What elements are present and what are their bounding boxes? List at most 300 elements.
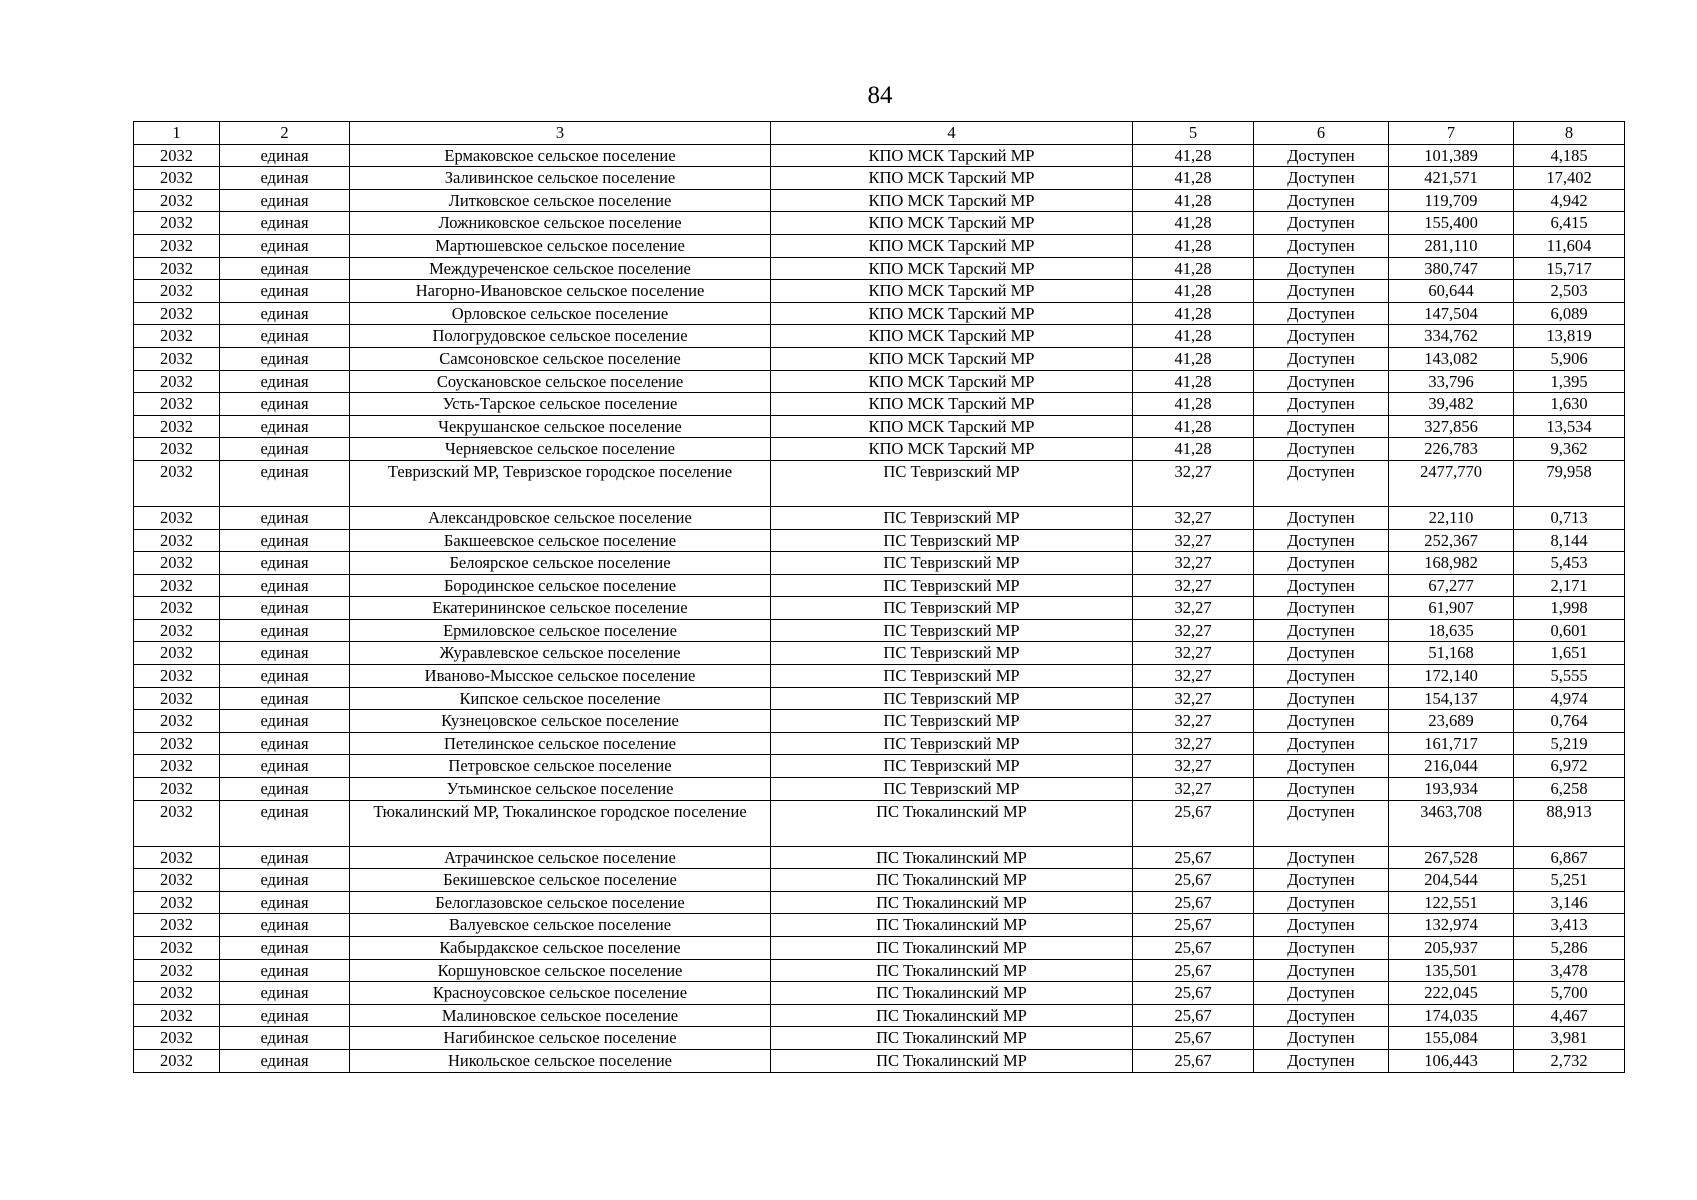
table-cell: 5,453 <box>1514 552 1625 575</box>
table-cell: 4,185 <box>1514 144 1625 167</box>
table-cell: единая <box>220 982 350 1005</box>
table-cell: единая <box>220 1004 350 1027</box>
table-cell: 39,482 <box>1389 393 1514 416</box>
table-cell: 2032 <box>134 302 220 325</box>
table-cell: Атрачинское сельское поселение <box>350 846 771 869</box>
table-cell: 41,28 <box>1133 393 1254 416</box>
table-cell: единая <box>220 506 350 529</box>
table-cell: 2032 <box>134 1027 220 1050</box>
table-cell: Доступен <box>1254 574 1389 597</box>
table-row <box>134 665 1625 688</box>
table-cell: ПС Тюкалинский МР <box>771 846 1133 869</box>
table-cell: ПС Тевризский МР <box>771 687 1133 710</box>
table-row <box>134 189 1625 212</box>
table-cell: Доступен <box>1254 552 1389 575</box>
table-header-row <box>134 122 1625 145</box>
table-cell: 32,27 <box>1133 778 1254 801</box>
table-cell: единая <box>220 1027 350 1050</box>
page-number: 84 <box>867 82 893 109</box>
table-row <box>134 1027 1625 1050</box>
table-cell: Доступен <box>1254 234 1389 257</box>
table-cell: 2032 <box>134 891 220 914</box>
table-cell: 2032 <box>134 869 220 892</box>
column-header: 3 <box>350 122 771 145</box>
table-cell: 6,089 <box>1514 302 1625 325</box>
table-row <box>134 755 1625 778</box>
table-cell: единая <box>220 869 350 892</box>
table-row <box>134 212 1625 235</box>
table-cell: 41,28 <box>1133 347 1254 370</box>
table-row <box>134 959 1625 982</box>
table-cell: 41,28 <box>1133 370 1254 393</box>
table-cell: Доступен <box>1254 710 1389 733</box>
table-cell: 334,762 <box>1389 325 1514 348</box>
table-cell: Валуевское сельское поселение <box>350 914 771 937</box>
table-row <box>134 347 1625 370</box>
table-cell: 119,709 <box>1389 189 1514 212</box>
column-header: 7 <box>1389 122 1514 145</box>
table-cell: 2032 <box>134 144 220 167</box>
table-cell: 18,635 <box>1389 619 1514 642</box>
table-cell: 32,27 <box>1133 552 1254 575</box>
table-cell: КПО МСК Тарский МР <box>771 325 1133 348</box>
table-row <box>134 460 1625 506</box>
table-cell: 2032 <box>134 778 220 801</box>
table-cell: Доступен <box>1254 1027 1389 1050</box>
table-cell: единая <box>220 212 350 235</box>
table-cell: 2032 <box>134 732 220 755</box>
table-cell: 13,819 <box>1514 325 1625 348</box>
table-row <box>134 257 1625 280</box>
table-cell: Петровское сельское поселение <box>350 755 771 778</box>
table-cell: 2032 <box>134 597 220 620</box>
table-cell: 2032 <box>134 280 220 303</box>
table-cell: 6,972 <box>1514 755 1625 778</box>
table-cell: единая <box>220 710 350 733</box>
table-cell: 3463,708 <box>1389 800 1514 846</box>
table-cell: Екатерининское сельское поселение <box>350 597 771 620</box>
table-cell: КПО МСК Тарский МР <box>771 167 1133 190</box>
table-cell: Александровское сельское поселение <box>350 506 771 529</box>
table-cell: 2032 <box>134 959 220 982</box>
table-cell: КПО МСК Тарский МР <box>771 189 1133 212</box>
table-cell: единая <box>220 347 350 370</box>
table-cell: 3,413 <box>1514 914 1625 937</box>
table-cell: 2032 <box>134 415 220 438</box>
table-cell: Междуреченское сельское поселение <box>350 257 771 280</box>
table-cell: 2032 <box>134 846 220 869</box>
table-row <box>134 937 1625 960</box>
table-cell: единая <box>220 438 350 461</box>
table-row <box>134 891 1625 914</box>
table-cell: Доступен <box>1254 778 1389 801</box>
table-cell: 41,28 <box>1133 257 1254 280</box>
table-cell: ПС Тевризский МР <box>771 710 1133 733</box>
table-cell: Доступен <box>1254 506 1389 529</box>
table-cell: 2,732 <box>1514 1049 1625 1072</box>
table-cell: 216,044 <box>1389 755 1514 778</box>
table-cell: 41,28 <box>1133 144 1254 167</box>
table-cell: Нагибинское сельское поселение <box>350 1027 771 1050</box>
table-cell: 155,084 <box>1389 1027 1514 1050</box>
table-cell: Тевризский МР, Тевризское городское поселение <box>350 460 771 506</box>
table-cell: ПС Тюкалинский МР <box>771 891 1133 914</box>
table-row <box>134 325 1625 348</box>
table-cell: единая <box>220 460 350 506</box>
column-header: 5 <box>1133 122 1254 145</box>
table-row <box>134 846 1625 869</box>
table-cell: 25,67 <box>1133 959 1254 982</box>
table-cell: Орловское сельское поселение <box>350 302 771 325</box>
table-cell: КПО МСК Тарский МР <box>771 280 1133 303</box>
table-cell: ПС Тевризский МР <box>771 552 1133 575</box>
table-cell: 205,937 <box>1389 937 1514 960</box>
table-cell: 122,551 <box>1389 891 1514 914</box>
table-cell: 88,913 <box>1514 800 1625 846</box>
table-cell: 2032 <box>134 982 220 1005</box>
table-cell: Белоярское сельское поселение <box>350 552 771 575</box>
table-cell: 4,974 <box>1514 687 1625 710</box>
table-row <box>134 732 1625 755</box>
table-cell: Утьминское сельское поселение <box>350 778 771 801</box>
table-cell: 32,27 <box>1133 460 1254 506</box>
table-cell: КПО МСК Тарский МР <box>771 438 1133 461</box>
table-cell: единая <box>220 234 350 257</box>
table-cell: Доступен <box>1254 257 1389 280</box>
table-cell: Пологрудовское сельское поселение <box>350 325 771 348</box>
table-cell: ПС Тюкалинский МР <box>771 1027 1133 1050</box>
table-cell: Кабырдакское сельское поселение <box>350 937 771 960</box>
table-cell: Доступен <box>1254 393 1389 416</box>
table-cell: ПС Тевризский МР <box>771 665 1133 688</box>
table-cell: Доступен <box>1254 846 1389 869</box>
table-cell: Доступен <box>1254 144 1389 167</box>
table-cell: 41,28 <box>1133 212 1254 235</box>
table-cell: Доступен <box>1254 937 1389 960</box>
table-cell: 2032 <box>134 325 220 348</box>
table-cell: единая <box>220 959 350 982</box>
table-cell: Доступен <box>1254 529 1389 552</box>
table-row <box>134 302 1625 325</box>
table-cell: ПС Тюкалинский МР <box>771 914 1133 937</box>
table-cell: Доступен <box>1254 869 1389 892</box>
table-cell: 3,478 <box>1514 959 1625 982</box>
table-cell: 0,764 <box>1514 710 1625 733</box>
table-cell: 25,67 <box>1133 914 1254 937</box>
table-cell: Доступен <box>1254 280 1389 303</box>
table-cell: Доступен <box>1254 167 1389 190</box>
table-cell: Доступен <box>1254 642 1389 665</box>
table-cell: ПС Тюкалинский МР <box>771 1004 1133 1027</box>
table-cell: 5,555 <box>1514 665 1625 688</box>
table-row <box>134 800 1625 846</box>
table-cell: 2032 <box>134 257 220 280</box>
table-cell: единая <box>220 552 350 575</box>
table-row <box>134 914 1625 937</box>
table-cell: единая <box>220 415 350 438</box>
column-header: 8 <box>1514 122 1625 145</box>
table-cell: 32,27 <box>1133 506 1254 529</box>
table-row <box>134 167 1625 190</box>
table-cell: 2032 <box>134 167 220 190</box>
table-cell: единая <box>220 189 350 212</box>
table-row <box>134 642 1625 665</box>
table-cell: 2032 <box>134 506 220 529</box>
table-cell: Доступен <box>1254 755 1389 778</box>
table-row <box>134 778 1625 801</box>
table-cell: 2032 <box>134 800 220 846</box>
table-cell: 2032 <box>134 347 220 370</box>
table-cell: Черняевское сельское поселение <box>350 438 771 461</box>
table-cell: Доступен <box>1254 438 1389 461</box>
table-cell: ПС Тевризский МР <box>771 574 1133 597</box>
table-cell: КПО МСК Тарский МР <box>771 234 1133 257</box>
table-cell: ПС Тевризский МР <box>771 642 1133 665</box>
table-cell: Доступен <box>1254 370 1389 393</box>
table-cell: 0,601 <box>1514 619 1625 642</box>
table-cell: ПС Тюкалинский МР <box>771 937 1133 960</box>
table-cell: 5,251 <box>1514 869 1625 892</box>
table-cell: 51,168 <box>1389 642 1514 665</box>
table-cell: 25,67 <box>1133 1027 1254 1050</box>
table-cell: единая <box>220 665 350 688</box>
table-cell: 15,717 <box>1514 257 1625 280</box>
table-cell: Доступен <box>1254 212 1389 235</box>
table-cell: Бородинское сельское поселение <box>350 574 771 597</box>
table-cell: КПО МСК Тарский МР <box>771 257 1133 280</box>
table-cell: единая <box>220 891 350 914</box>
table-cell: 2032 <box>134 755 220 778</box>
table-cell: Доступен <box>1254 597 1389 620</box>
table-cell: 32,27 <box>1133 597 1254 620</box>
table-cell: Доступен <box>1254 1004 1389 1027</box>
table-cell: КПО МСК Тарский МР <box>771 370 1133 393</box>
table-cell: единая <box>220 800 350 846</box>
table-cell: 32,27 <box>1133 710 1254 733</box>
table-cell: 5,906 <box>1514 347 1625 370</box>
table-row <box>134 552 1625 575</box>
table-cell: Журавлевское сельское поселение <box>350 642 771 665</box>
column-header: 6 <box>1254 122 1389 145</box>
table-cell: 132,974 <box>1389 914 1514 937</box>
table-cell: 143,082 <box>1389 347 1514 370</box>
table-cell: 252,367 <box>1389 529 1514 552</box>
table-row <box>134 869 1625 892</box>
data-table <box>133 121 1625 1073</box>
table-cell: ПС Тевризский МР <box>771 755 1133 778</box>
table-cell: 6,867 <box>1514 846 1625 869</box>
table-cell: Усть-Тарское сельское поселение <box>350 393 771 416</box>
table-cell: 2032 <box>134 370 220 393</box>
table-row <box>134 574 1625 597</box>
table-row <box>134 1049 1625 1072</box>
column-header: 4 <box>771 122 1133 145</box>
table-cell: ПС Тевризский МР <box>771 529 1133 552</box>
table-cell: 9,362 <box>1514 438 1625 461</box>
table-cell: единая <box>220 144 350 167</box>
table-cell: ПС Тюкалинский МР <box>771 1049 1133 1072</box>
table-cell: 5,219 <box>1514 732 1625 755</box>
table-cell: 2032 <box>134 1004 220 1027</box>
column-header: 2 <box>220 122 350 145</box>
table-cell: 41,28 <box>1133 438 1254 461</box>
table-cell: Нагорно-Ивановское сельское поселение <box>350 280 771 303</box>
table-cell: 25,67 <box>1133 800 1254 846</box>
table-cell: 25,67 <box>1133 869 1254 892</box>
table-cell: ПС Тевризский МР <box>771 619 1133 642</box>
table-cell: Тюкалинский МР, Тюкалинское городское поселение <box>350 800 771 846</box>
table-cell: КПО МСК Тарский МР <box>771 347 1133 370</box>
table-cell: единая <box>220 280 350 303</box>
table-cell: 41,28 <box>1133 167 1254 190</box>
table-cell: 32,27 <box>1133 755 1254 778</box>
table-cell: 25,67 <box>1133 1049 1254 1072</box>
table-cell: 147,504 <box>1389 302 1514 325</box>
table-cell: Ермиловское сельское поселение <box>350 619 771 642</box>
table-cell: 327,856 <box>1389 415 1514 438</box>
table-row <box>134 982 1625 1005</box>
table-cell: 2032 <box>134 574 220 597</box>
table-cell: 2032 <box>134 914 220 937</box>
table-cell: Доступен <box>1254 891 1389 914</box>
table-cell: 3,146 <box>1514 891 1625 914</box>
table-cell: 1,395 <box>1514 370 1625 393</box>
table-cell: 67,277 <box>1389 574 1514 597</box>
table-row <box>134 234 1625 257</box>
table-cell: 1,651 <box>1514 642 1625 665</box>
table-cell: 2032 <box>134 687 220 710</box>
table-body <box>134 122 1625 1073</box>
table-cell: ПС Тюкалинский МР <box>771 959 1133 982</box>
table-cell: 32,27 <box>1133 665 1254 688</box>
table-cell: ПС Тюкалинский МР <box>771 869 1133 892</box>
table-cell: Бекишевское сельское поселение <box>350 869 771 892</box>
table-cell: 79,958 <box>1514 460 1625 506</box>
table-cell: 421,571 <box>1389 167 1514 190</box>
table-cell: 2032 <box>134 710 220 733</box>
table-cell: 4,467 <box>1514 1004 1625 1027</box>
table-cell: ПС Тевризский МР <box>771 778 1133 801</box>
table-cell: 267,528 <box>1389 846 1514 869</box>
table-cell: Мартюшевское сельское поселение <box>350 234 771 257</box>
table-cell: 41,28 <box>1133 280 1254 303</box>
table-cell: 25,67 <box>1133 1004 1254 1027</box>
table-cell: 2032 <box>134 1049 220 1072</box>
table-cell: 2032 <box>134 937 220 960</box>
table-cell: единая <box>220 574 350 597</box>
table-cell: КПО МСК Тарский МР <box>771 393 1133 416</box>
table-cell: ПС Тевризский МР <box>771 597 1133 620</box>
table-cell: 32,27 <box>1133 619 1254 642</box>
table-cell: единая <box>220 257 350 280</box>
table-cell: 174,035 <box>1389 1004 1514 1027</box>
table-cell: 41,28 <box>1133 415 1254 438</box>
table-cell: Литковское сельское поселение <box>350 189 771 212</box>
table-cell: единая <box>220 687 350 710</box>
table-cell: 101,389 <box>1389 144 1514 167</box>
table-cell: Доступен <box>1254 619 1389 642</box>
table-row <box>134 144 1625 167</box>
column-header: 1 <box>134 122 220 145</box>
table-cell: единая <box>220 732 350 755</box>
table-row <box>134 280 1625 303</box>
table-cell: 25,67 <box>1133 982 1254 1005</box>
table-cell: 5,700 <box>1514 982 1625 1005</box>
table-cell: ПС Тевризский МР <box>771 506 1133 529</box>
table-cell: Доступен <box>1254 800 1389 846</box>
table-cell: 155,400 <box>1389 212 1514 235</box>
table-cell: Никольское сельское поселение <box>350 1049 771 1072</box>
table-cell: 0,713 <box>1514 506 1625 529</box>
table-cell: 172,140 <box>1389 665 1514 688</box>
table-cell: Доступен <box>1254 415 1389 438</box>
table-cell: Малиновское сельское поселение <box>350 1004 771 1027</box>
table-cell: 226,783 <box>1389 438 1514 461</box>
table-row <box>134 1004 1625 1027</box>
table-row <box>134 506 1625 529</box>
table-cell: Доступен <box>1254 302 1389 325</box>
table-cell: единая <box>220 778 350 801</box>
table-cell: Доступен <box>1254 1049 1389 1072</box>
table-cell: единая <box>220 529 350 552</box>
table-cell: 154,137 <box>1389 687 1514 710</box>
table-row <box>134 393 1625 416</box>
table-cell: 1,630 <box>1514 393 1625 416</box>
table-cell: 2032 <box>134 460 220 506</box>
table-cell: 1,998 <box>1514 597 1625 620</box>
table-cell: Ложниковское сельское поселение <box>350 212 771 235</box>
table-cell: 135,501 <box>1389 959 1514 982</box>
table-cell: 2032 <box>134 619 220 642</box>
table-row <box>134 619 1625 642</box>
table-cell: Иваново-Мысское сельское поселение <box>350 665 771 688</box>
table-cell: Заливинское сельское поселение <box>350 167 771 190</box>
table-cell: 281,110 <box>1389 234 1514 257</box>
table-cell: единая <box>220 325 350 348</box>
table-cell: 222,045 <box>1389 982 1514 1005</box>
table-cell: ПС Тюкалинский МР <box>771 982 1133 1005</box>
table-cell: 13,534 <box>1514 415 1625 438</box>
table-cell: 41,28 <box>1133 325 1254 348</box>
table-cell: 2032 <box>134 234 220 257</box>
table-cell: Ермаковское сельское поселение <box>350 144 771 167</box>
table-cell: КПО МСК Тарский МР <box>771 212 1133 235</box>
table-cell: Петелинское сельское поселение <box>350 732 771 755</box>
table-cell: единая <box>220 1049 350 1072</box>
table-cell: 25,67 <box>1133 937 1254 960</box>
table-cell: Красноусовское сельское поселение <box>350 982 771 1005</box>
table-cell: 23,689 <box>1389 710 1514 733</box>
table-cell: 25,67 <box>1133 846 1254 869</box>
table-cell: Доступен <box>1254 460 1389 506</box>
table-cell: Доступен <box>1254 189 1389 212</box>
table-cell: 60,644 <box>1389 280 1514 303</box>
table-cell: 2032 <box>134 642 220 665</box>
table-cell: 22,110 <box>1389 506 1514 529</box>
table-cell: 2032 <box>134 665 220 688</box>
table-cell: 2,503 <box>1514 280 1625 303</box>
table-cell: 2032 <box>134 212 220 235</box>
table-cell: 32,27 <box>1133 732 1254 755</box>
table-cell: 2477,770 <box>1389 460 1514 506</box>
table-cell: 2032 <box>134 189 220 212</box>
table-cell: 25,67 <box>1133 891 1254 914</box>
table-cell: Доступен <box>1254 732 1389 755</box>
table-cell: 5,286 <box>1514 937 1625 960</box>
table-cell: 204,544 <box>1389 869 1514 892</box>
table-cell: единая <box>220 619 350 642</box>
table-row <box>134 687 1625 710</box>
